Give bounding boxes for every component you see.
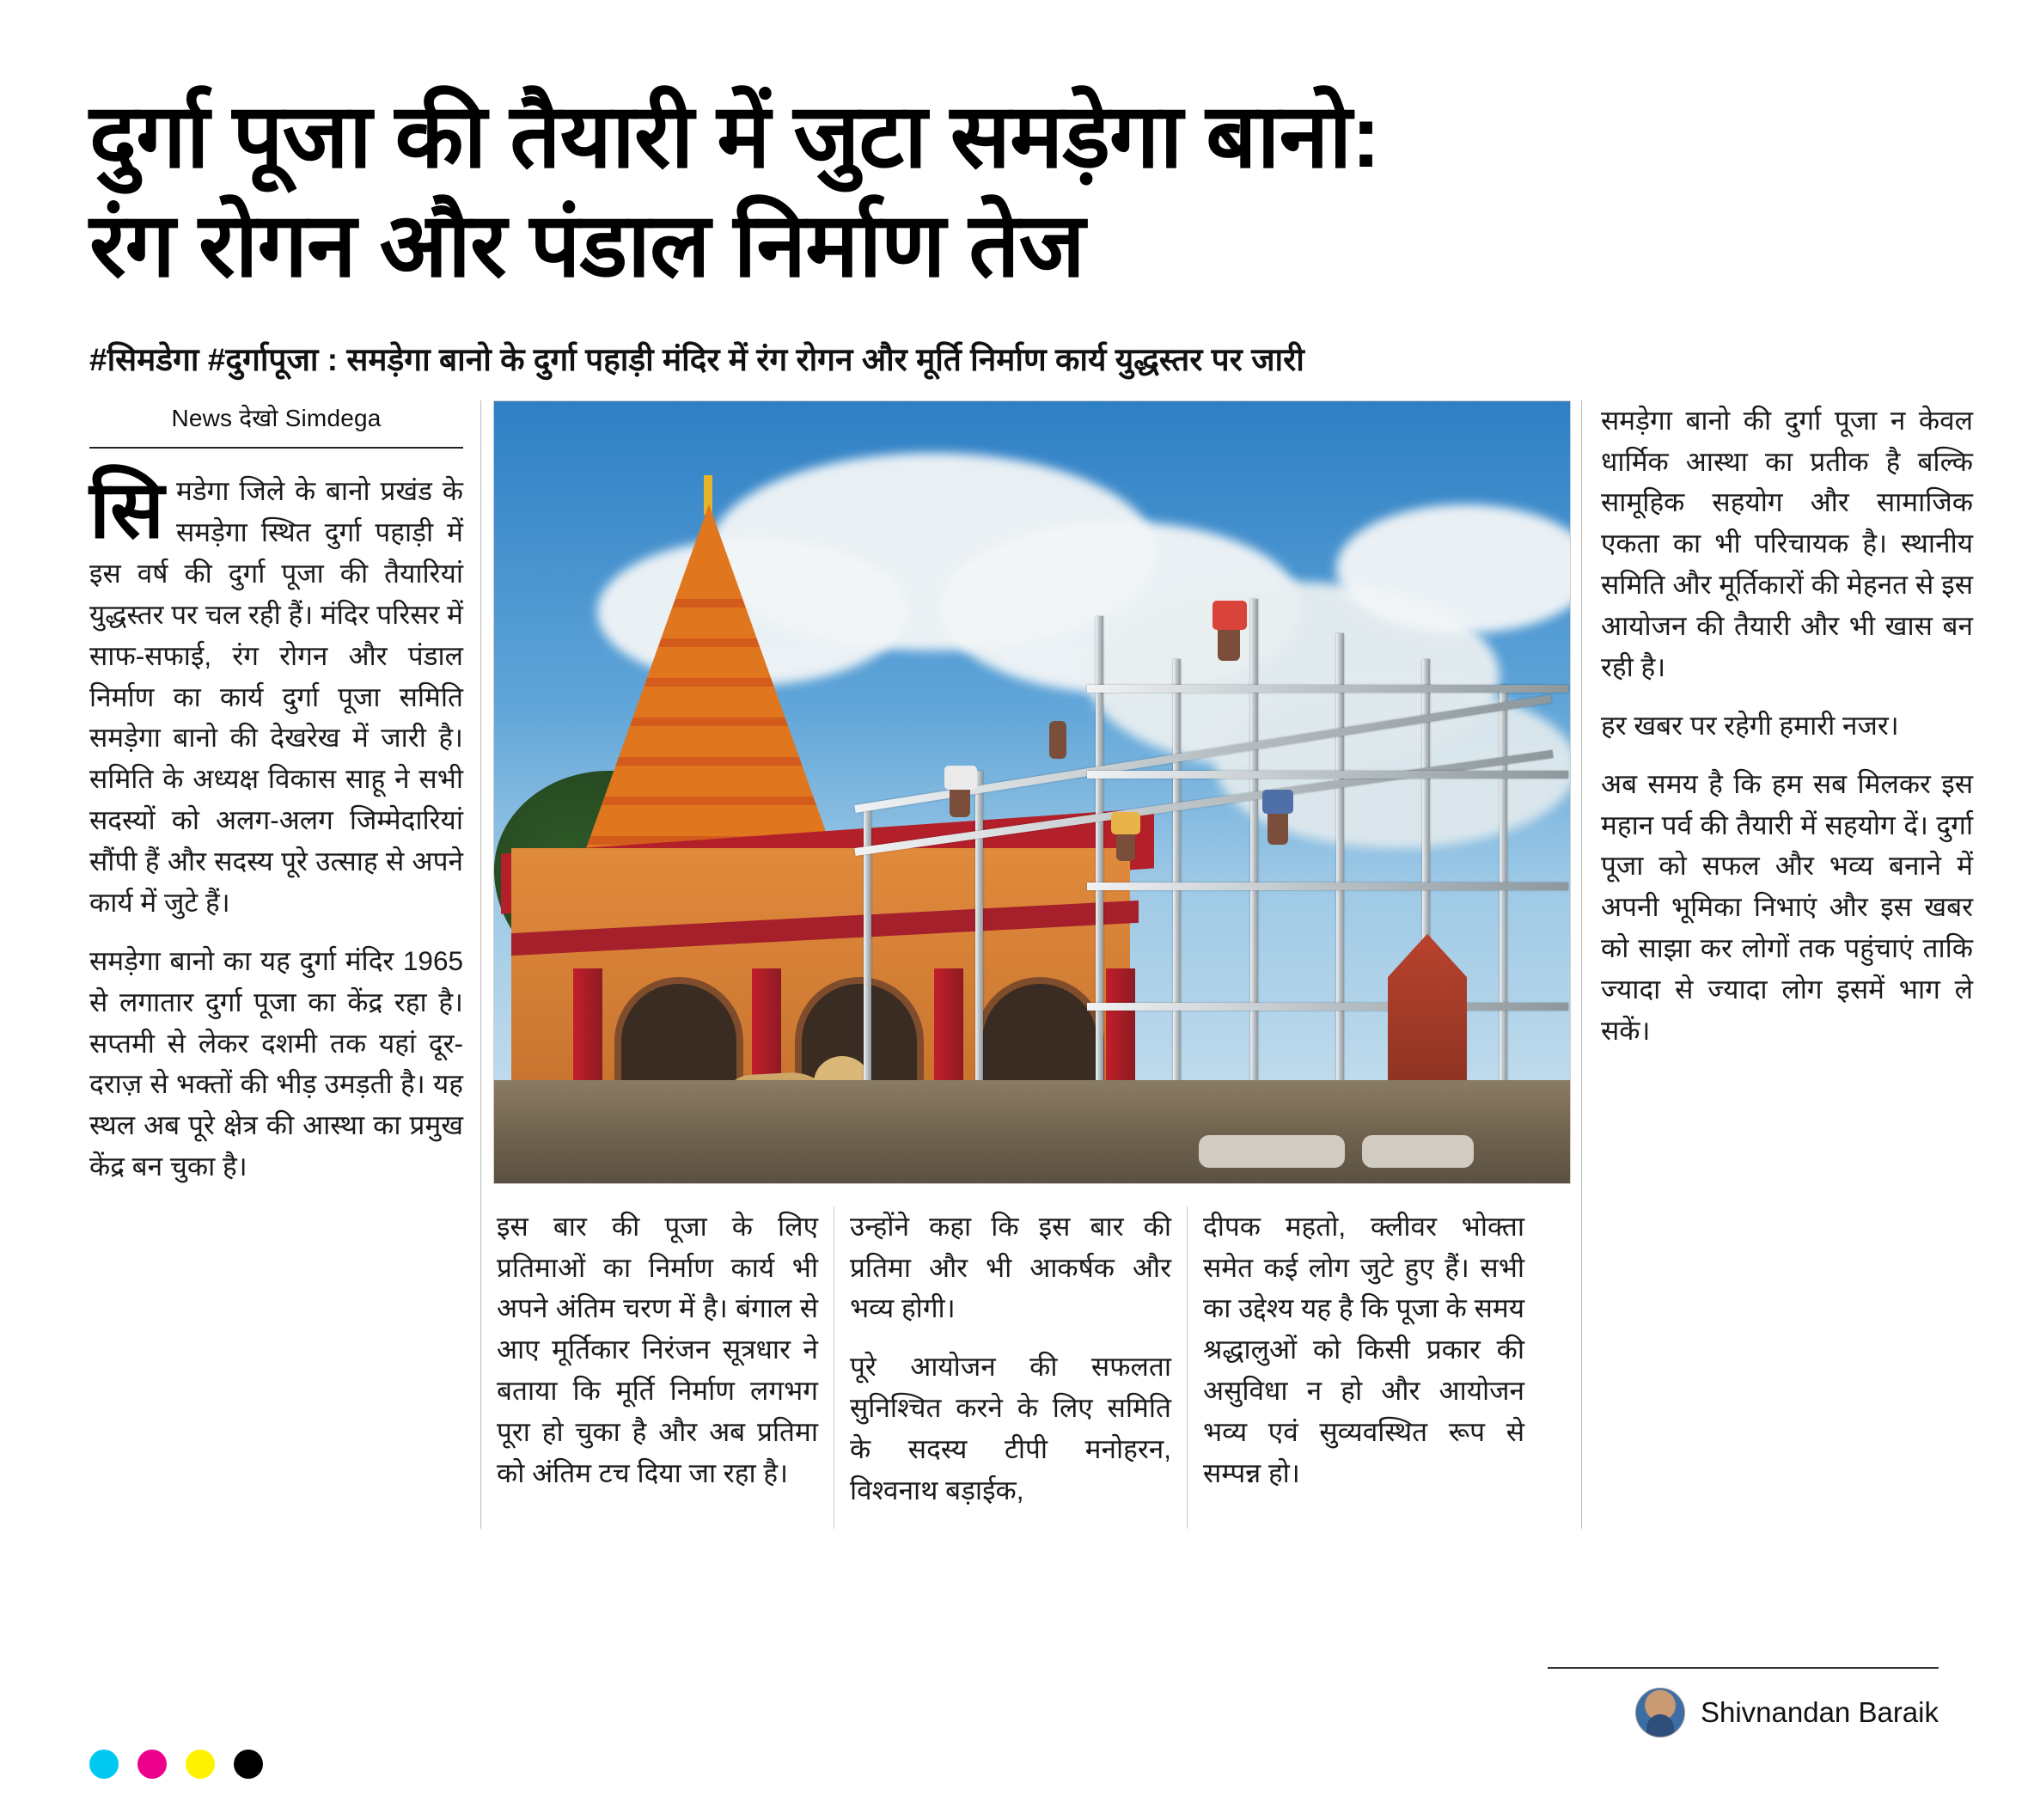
paragraph-right-2: हर खबर पर रहेगी हमारी नजर।: [1601, 709, 1899, 741]
article-body: [89, 400, 1973, 1529]
paragraph-left-2: समड़ेगा बानो का यह दुर्गा मंदिर 1965 से लगातार दुर्गा पूजा का केंद्र रहा है। सप्तमी से लेकर दशमी तक यहां दूर-दराज़ से भक्तों की भीड़ उमड़ती है। यह स्थल अब पूरे क्षेत्र की आस्था का प्रमुख केंद्र बन चुका है।: [89, 944, 463, 1182]
middle-text-columns: [481, 1206, 1581, 1529]
byline-block: [89, 400, 463, 449]
scaffold-beam: [1087, 1003, 1568, 1011]
column-left: [89, 400, 480, 1529]
scaffold-beam: [1087, 883, 1568, 890]
paragraph-mid2-2: पूरे आयोजन की सफलता सुनिश्चित करने के लिए समिति के सदस्य टीपी मनोहरन, विश्वनाथ बड़ाईक,: [850, 1351, 1171, 1505]
avatar: [1635, 1688, 1685, 1738]
worker-figure: [1049, 721, 1066, 759]
registration-dot-yellow: [186, 1750, 215, 1779]
byline: News देखो Simdega: [171, 404, 382, 431]
author-block: [1635, 1688, 1939, 1738]
scaffold-beam: [1087, 771, 1568, 779]
headline-line-1: दुर्गा पूजा की तैयारी में जुटा समड़ेगा बानो:: [89, 87, 1380, 186]
column-middle-3: [1188, 1206, 1540, 1529]
paragraph-mid3-1: दीपक महतो, क्लीवर भोक्ता समेत कई लोग जुटे हुए हैं। सभी का उद्देश्य यह है कि पूजा के समय श्रद्धालुओं को किसी प्रकार की असुविधा न हो और आयोजन भव्य एवं सुव्यवस्थित रूप से सम्पन्न हो।: [1203, 1210, 1524, 1488]
construction-debris: [1362, 1135, 1474, 1168]
registration-dot-cyan: [89, 1750, 119, 1779]
column-middle: [481, 400, 1581, 1529]
paragraph-right-3: अब समय है कि हम सब मिलकर इस महान पर्व की तैयारी में सहयोग दें। दुर्गा पूजा को सफल और भव्य बनाने में अपनी भूमिका निभाएं और इस खबर को साझा कर लोगों तक पहुंचाएं ताकि ज्यादा से ज्यादा लोग इसमें भाग ले सकें।: [1601, 767, 1973, 1046]
scaffold-beam: [1087, 685, 1568, 693]
photo-ground: [494, 1080, 1570, 1183]
paragraph-left-1-text: मडेगा जिले के बानो प्रखंड के समड़ेगा स्थित दुर्गा पहाड़ी में इस वर्ष की दुर्गा पूजा की तैयारियां युद्धस्तर पर चल रही हैं। मंदिर परिसर में साफ-सफाई, रंग रोगन और पंडाल निर्माण का कार्य दुर्गा पूजा समिति समड़ेगा बानो की देखरेख में जारी है। समिति के अध्यक्ष विकास साहू ने सभी सदस्यों को अलग-अलग जिम्मेदारियां सौंपी हैं और सदस्य पूरे उत्साह से अपने कार्य में जुटे हैं।: [89, 475, 463, 918]
worker-figure: [944, 766, 977, 790]
column-middle-2: [834, 1206, 1187, 1529]
registration-marks: [89, 1750, 263, 1779]
column-middle-1: [481, 1206, 834, 1529]
page-title: [89, 82, 1722, 301]
worker-figure: [1213, 601, 1247, 630]
paragraph-mid1-1: इस बार की पूजा के लिए प्रतिमाओं का निर्माण कार्य भी अपने अंतिम चरण में है। बंगाल से आए मूर्तिकार निरंजन सूत्रधार ने बताया कि मूर्ति निर्माण लगभग पूरा हो चुका है और अब प्रतिमा को अंतिम टच दिया जा रहा है।: [497, 1210, 818, 1488]
registration-dot-magenta: [137, 1750, 167, 1779]
subheadline: #सिमडेगा #दुर्गापूजा : समड़ेगा बानो के दुर्गा पहाड़ी मंदिर में रंग रोगन और मूर्ति निर्माण कार्य युद्धस्तर पर जारी: [89, 341, 1304, 377]
article-photo: [493, 400, 1571, 1184]
column-right: [1582, 400, 1973, 1529]
paragraph-right-1: समड़ेगा बानो की दुर्गा पूजा न केवल धार्मिक आस्था का प्रतीक है बल्कि सामूहिक सहयोग और सामाजिक एकता का भी परिचायक है। स्थानीय समिति और मूर्तिकारों की मेहनत से इस आयोजन की तैयारी और भी खास बन रही है।: [1601, 404, 1973, 682]
paragraph-left-1: [89, 465, 463, 924]
author-name: Shivnandan Baraik: [1700, 1696, 1939, 1728]
photo-block: [481, 400, 1581, 1184]
worker-figure: [1262, 790, 1293, 814]
headline-line-2: रंग रोगन और पंडाल निर्माण तेज: [89, 195, 1084, 296]
worker-figure: [1111, 812, 1140, 834]
construction-debris: [1199, 1135, 1345, 1168]
registration-dot-black: [234, 1750, 263, 1779]
author-divider: [1548, 1667, 1939, 1669]
drop-cap: सि: [89, 465, 164, 555]
paragraph-mid2-1: उन्होंने कहा कि इस बार की प्रतिमा और भी आकर्षक और भव्य होगी।: [850, 1210, 1171, 1324]
